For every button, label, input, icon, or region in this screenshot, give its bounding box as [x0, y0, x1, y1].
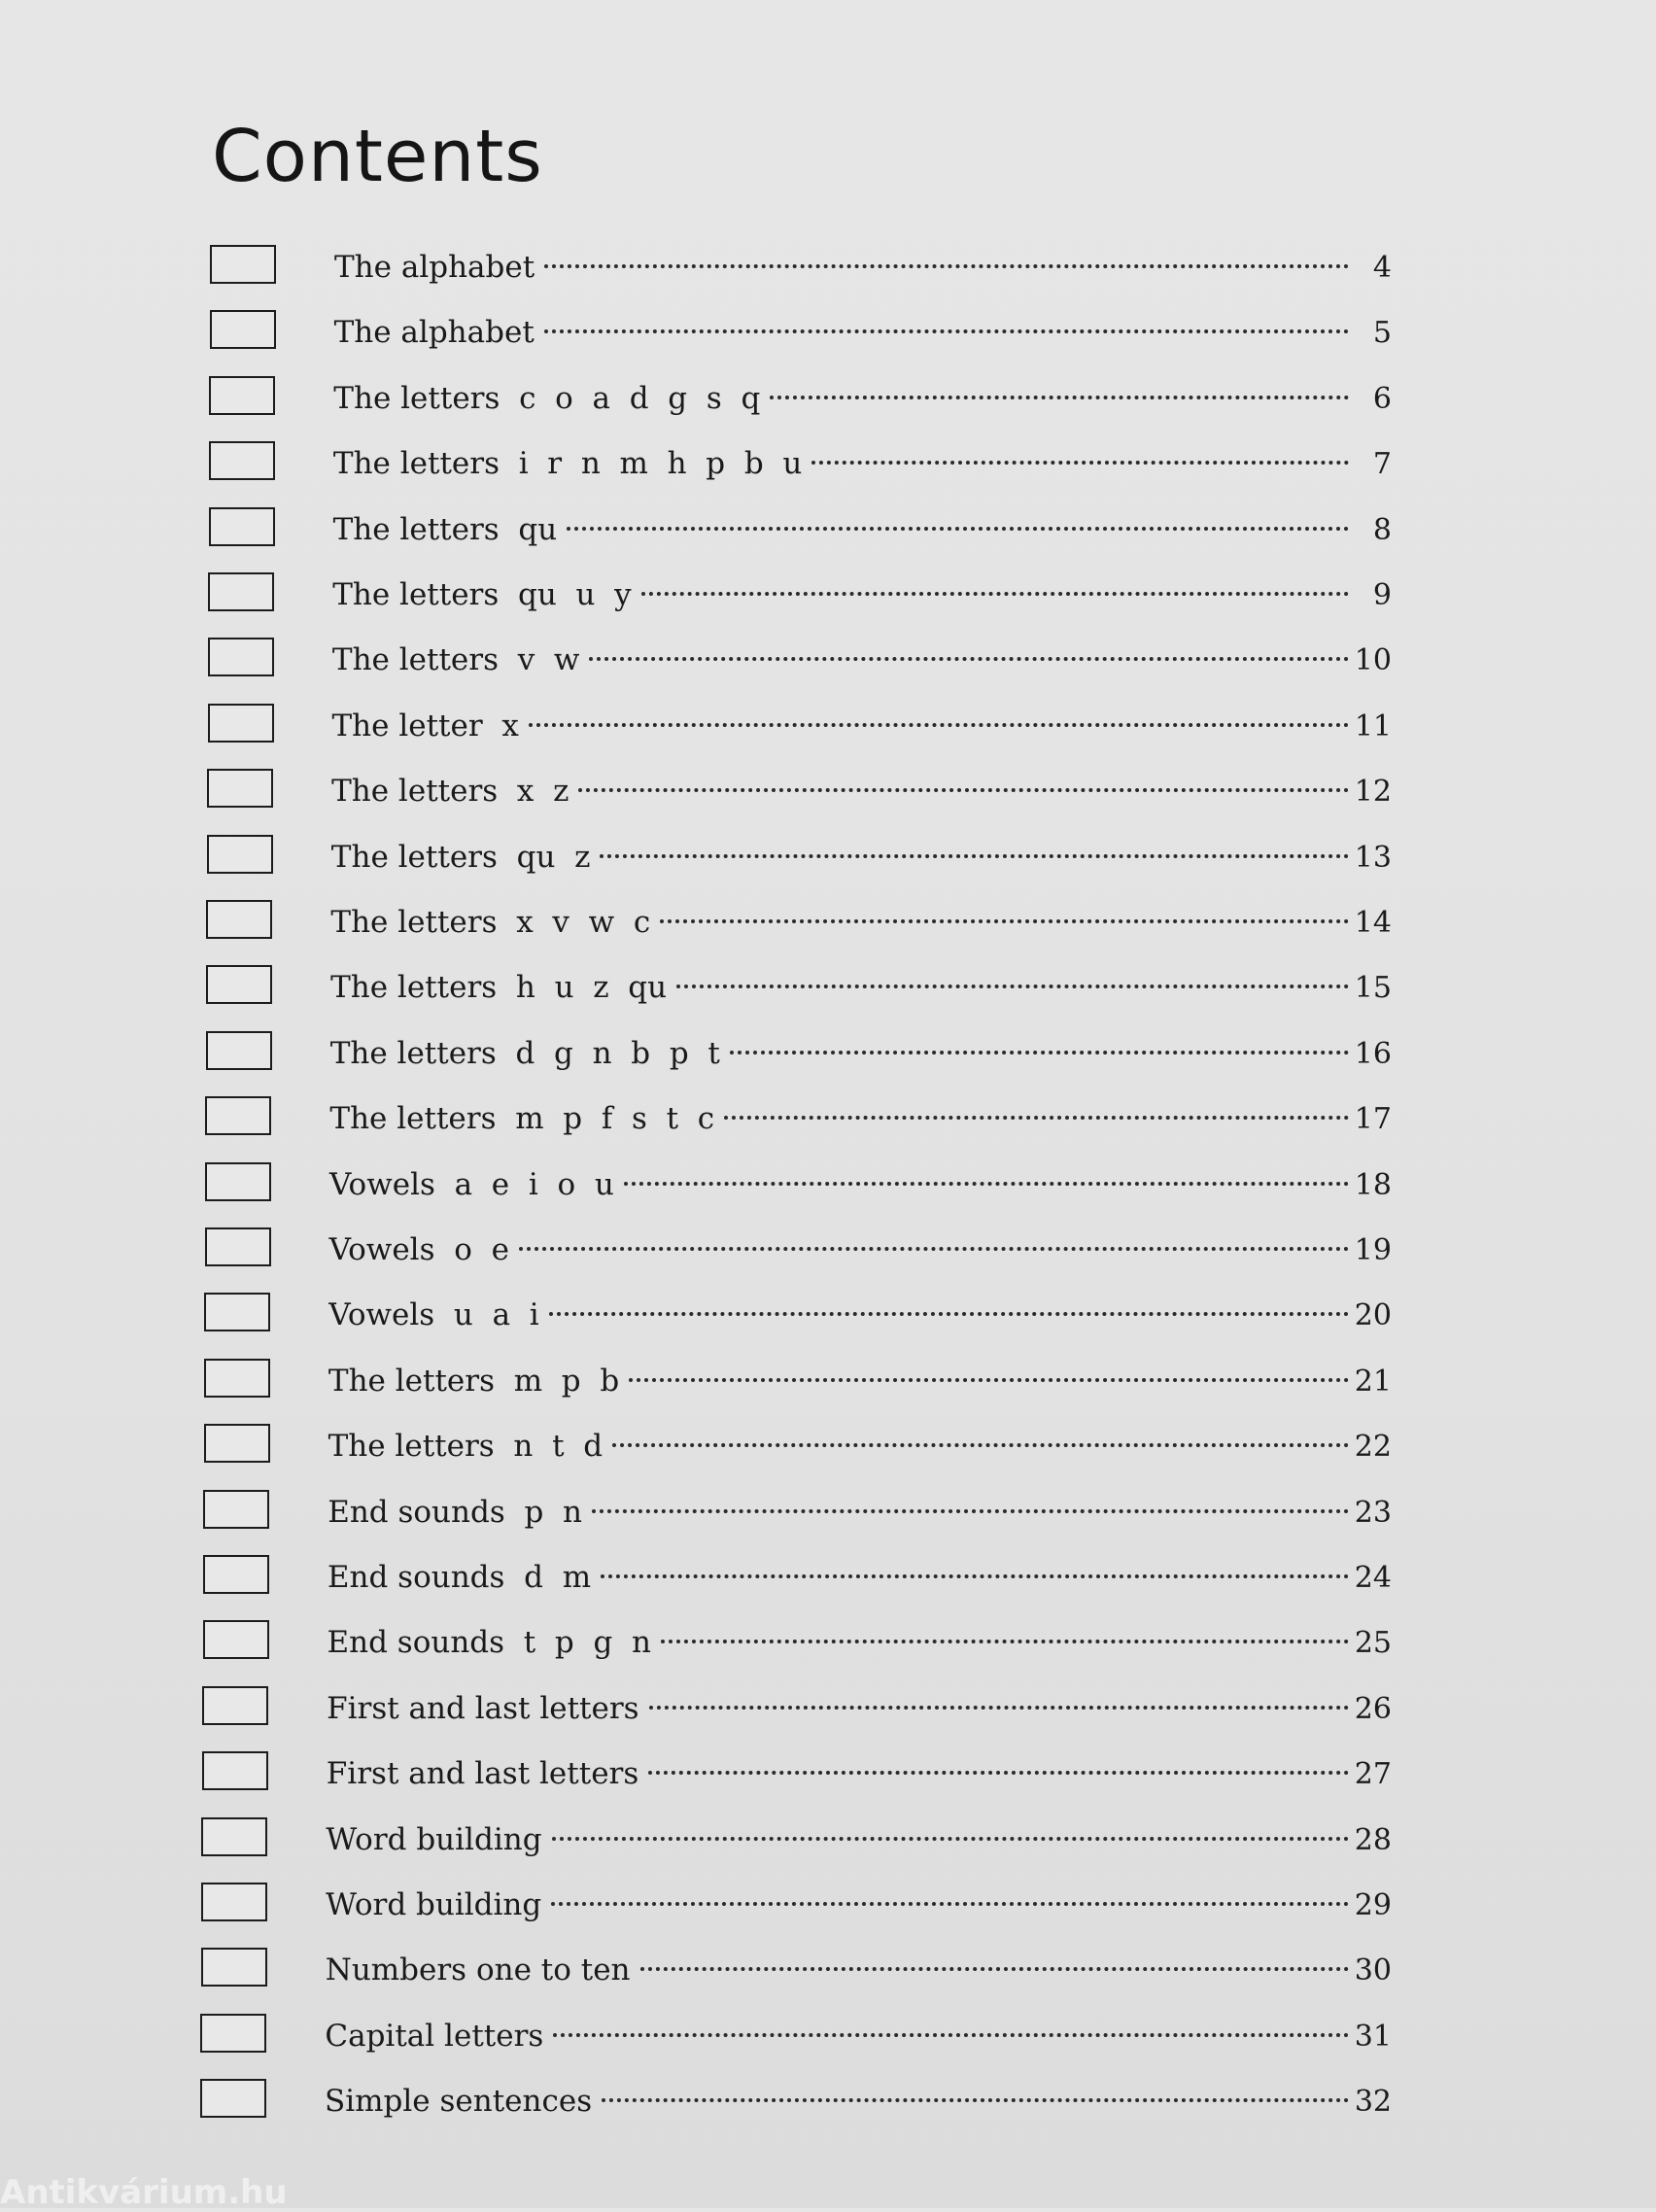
toc-row [207, 831, 1392, 891]
toc-page-number: 22 [1354, 1430, 1392, 1465]
toc-entry-label: The letters d g n b p t [329, 1035, 720, 1071]
toc-entry [325, 2077, 1392, 2126]
toc-entry [333, 505, 1392, 554]
dot-leader [640, 1967, 1349, 1971]
dot-leader [661, 1640, 1349, 1643]
toc-page-number: 27 [1354, 1757, 1392, 1792]
toc-page-number: 29 [1354, 1888, 1392, 1922]
toc-entry-label: Vowels a e i o u [329, 1166, 614, 1202]
toc-entry-label: End sounds p n [328, 1494, 582, 1530]
dot-leader [602, 2098, 1349, 2102]
toc-page-number: 14 [1354, 906, 1392, 940]
toc-checkbox[interactable] [206, 1031, 272, 1070]
toc-entry [333, 374, 1392, 423]
toc-entry-label: The letters v w [331, 642, 580, 678]
dot-leader [529, 723, 1349, 727]
dot-leader [724, 1116, 1349, 1120]
dot-leader [641, 592, 1349, 596]
toc-page-number: 24 [1354, 1561, 1392, 1595]
toc-entry [332, 570, 1392, 619]
dot-leader [648, 1771, 1349, 1775]
toc-row [204, 1420, 1392, 1480]
toc-page-number: 30 [1354, 1953, 1392, 1988]
toc-page-number: 31 [1354, 2019, 1392, 2054]
toc-entry-label: Simple sentences [325, 2084, 593, 2120]
toc-checkbox[interactable] [209, 507, 275, 546]
dot-leader [544, 329, 1349, 333]
toc-entry [330, 963, 1392, 1012]
toc-checkbox[interactable] [204, 1359, 270, 1398]
toc-page-number: 26 [1354, 1691, 1392, 1726]
toc-checkbox[interactable] [203, 1490, 269, 1529]
toc-entry [326, 1815, 1392, 1864]
toc-entry-label: Capital letters [325, 2018, 544, 2054]
toc-entry-label: Numbers one to ten [325, 1953, 631, 1988]
toc-page-number: 18 [1354, 1167, 1392, 1202]
toc-entry-label: The alphabet [334, 250, 535, 285]
toc-checkbox[interactable] [206, 900, 272, 939]
toc-row [202, 1747, 1392, 1808]
toc-page-number: 9 [1372, 578, 1392, 612]
toc-entry [332, 702, 1393, 750]
toc-checkbox[interactable] [209, 376, 275, 415]
toc-entry [328, 1618, 1393, 1667]
toc-page-number: 6 [1372, 381, 1392, 416]
toc-row [204, 1355, 1392, 1415]
toc-page-number: 20 [1354, 1298, 1392, 1333]
toc-entry [331, 767, 1392, 815]
toc-entry-label: Vowels o e [328, 1232, 509, 1267]
toc-checkbox[interactable] [205, 1096, 271, 1135]
toc-entry-label: The letters x z [331, 774, 569, 810]
toc-row [208, 569, 1392, 629]
toc-row [200, 2075, 1392, 2135]
toc-checkbox[interactable] [205, 1227, 271, 1266]
toc-row [202, 1682, 1392, 1743]
toc-entry [334, 308, 1392, 357]
dot-leader [660, 919, 1349, 923]
toc-row [206, 961, 1392, 1021]
toc-checkbox[interactable] [207, 769, 273, 808]
dot-leader [544, 264, 1349, 268]
dot-leader [629, 1378, 1349, 1382]
toc-entry-label: The letters x v w c [330, 905, 651, 940]
toc-page-number: 13 [1354, 840, 1392, 875]
toc-row [205, 1092, 1392, 1153]
toc-page-number: 17 [1354, 1102, 1392, 1137]
toc-entry [330, 898, 1392, 947]
toc-entry-label: The letters m p f s t c [329, 1101, 715, 1137]
toc-checkbox[interactable] [203, 1555, 269, 1594]
toc-row [204, 1289, 1392, 1349]
toc-row [201, 1944, 1392, 2004]
watermark: Antikvárium.hu [0, 2173, 288, 2212]
toc-page-number: 5 [1372, 316, 1392, 351]
toc-entry [328, 1357, 1392, 1405]
toc-entry [332, 636, 1392, 684]
toc-page-number: 19 [1354, 1233, 1392, 1267]
toc-entry-label: End sounds t p g n [327, 1625, 651, 1661]
toc-checkbox[interactable] [208, 704, 274, 743]
toc-checkbox[interactable] [200, 2014, 266, 2053]
toc-row [209, 503, 1392, 564]
toc-entry-label: The letters qu z [330, 839, 591, 875]
toc-entry-label: First and last letters [326, 1756, 639, 1792]
toc-entry [334, 243, 1392, 292]
dot-leader [592, 1509, 1349, 1513]
toc-row [205, 1158, 1392, 1219]
toc-row [208, 634, 1392, 694]
toc-entry-label: The letters h u z qu [330, 970, 668, 1006]
toc-row [207, 765, 1392, 825]
dot-leader [551, 1902, 1349, 1906]
toc-entry-label: The letters c o a d g s q [333, 380, 761, 416]
page-title: Contents [212, 115, 543, 198]
toc-entry [327, 1684, 1392, 1733]
toc-page-number: 8 [1372, 512, 1392, 547]
toc-checkbox[interactable] [202, 1686, 268, 1725]
toc-row [210, 241, 1392, 301]
toc-checkbox[interactable] [204, 1424, 270, 1463]
toc-page-number: 16 [1354, 1036, 1392, 1071]
dot-leader [578, 788, 1348, 792]
toc-entry [325, 2012, 1392, 2060]
toc-checkbox[interactable] [208, 572, 274, 611]
toc-entry [327, 1749, 1392, 1798]
toc-entry [326, 1881, 1392, 1929]
dot-leader [624, 1182, 1349, 1186]
toc-checkbox[interactable] [208, 638, 274, 676]
toc-row [201, 1814, 1392, 1874]
toc-row [201, 1879, 1392, 1939]
toc-entry [329, 1094, 1392, 1143]
toc-checkbox[interactable] [201, 1883, 267, 1921]
toc-row [200, 2010, 1392, 2070]
toc-row [203, 1551, 1392, 1611]
toc-entry [328, 1488, 1392, 1537]
toc-checkbox[interactable] [201, 1817, 267, 1856]
dot-leader [649, 1706, 1349, 1710]
toc-entry [326, 1946, 1392, 1994]
dot-leader [552, 1837, 1349, 1841]
toc-entry-label: Word building [326, 1821, 542, 1857]
toc-entry [333, 439, 1392, 488]
dot-leader [600, 854, 1348, 858]
toc-checkbox[interactable] [200, 2079, 266, 2118]
toc-entry-label: The letters i r n m h p b u [332, 446, 803, 482]
toc-checkbox[interactable] [202, 1751, 268, 1790]
toc-row [206, 896, 1392, 956]
toc-row [206, 1027, 1392, 1088]
toc-page-number: 28 [1354, 1822, 1392, 1857]
dot-leader [589, 657, 1348, 661]
dot-leader [811, 461, 1349, 465]
toc-page-number: 11 [1354, 709, 1392, 743]
toc-entry [328, 1553, 1392, 1602]
toc-page-number: 15 [1354, 971, 1392, 1006]
toc-row [209, 372, 1392, 432]
toc-page-number: 7 [1372, 447, 1392, 482]
toc-checkbox[interactable] [207, 835, 273, 874]
toc-page-number: 32 [1354, 2085, 1392, 2120]
dot-leader [567, 527, 1349, 531]
toc-checkbox[interactable] [206, 965, 272, 1004]
toc-row [203, 1486, 1392, 1546]
toc-entry [328, 1422, 1392, 1470]
toc-page-number: 10 [1354, 643, 1392, 678]
toc-entry-label: First and last letters [327, 1690, 639, 1726]
dot-leader [730, 1051, 1349, 1054]
toc-entry-label: The letters m p b [328, 1363, 620, 1399]
toc-entry-label: The letters qu u y [332, 577, 632, 612]
dot-leader [770, 396, 1349, 399]
dot-leader [553, 2033, 1348, 2037]
toc-entry [329, 1226, 1392, 1274]
dot-leader [519, 1247, 1349, 1251]
toc-row [205, 1224, 1392, 1284]
toc-page-number: 21 [1354, 1364, 1392, 1399]
dot-leader [676, 985, 1349, 988]
toc-entry-label: The letter x [331, 708, 519, 743]
toc-row [208, 700, 1393, 760]
toc-entry-label: The alphabet [333, 315, 535, 351]
dot-leader [612, 1443, 1349, 1447]
toc-page-number: 4 [1372, 251, 1392, 285]
toc-checkbox[interactable] [205, 1162, 271, 1201]
toc-row [203, 1616, 1393, 1676]
toc-checkbox[interactable] [203, 1620, 269, 1659]
toc-checkbox[interactable] [210, 245, 276, 284]
toc-entry [329, 1160, 1392, 1209]
toc-row [209, 437, 1392, 498]
toc-page-number: 23 [1354, 1495, 1392, 1530]
toc-entry [328, 1291, 1392, 1339]
toc-entry-label: Vowels u a i [328, 1297, 539, 1333]
toc-entry-label: Word building [326, 1887, 542, 1922]
toc-checkbox[interactable] [210, 310, 276, 349]
toc-entry [331, 833, 1392, 881]
toc-entry-label: End sounds d m [327, 1560, 592, 1595]
dot-leader [601, 1574, 1349, 1578]
toc-checkbox[interactable] [209, 441, 275, 480]
toc-page-number: 25 [1354, 1626, 1392, 1661]
toc-row [210, 306, 1392, 366]
toc-entry-label: The letters n t d [328, 1429, 604, 1465]
dot-leader [549, 1312, 1349, 1316]
toc-checkbox[interactable] [204, 1293, 270, 1331]
toc-entry [330, 1029, 1392, 1078]
toc-page-number: 12 [1354, 775, 1392, 810]
toc-entry-label: The letters qu [332, 511, 558, 547]
toc-checkbox[interactable] [201, 1948, 267, 1987]
